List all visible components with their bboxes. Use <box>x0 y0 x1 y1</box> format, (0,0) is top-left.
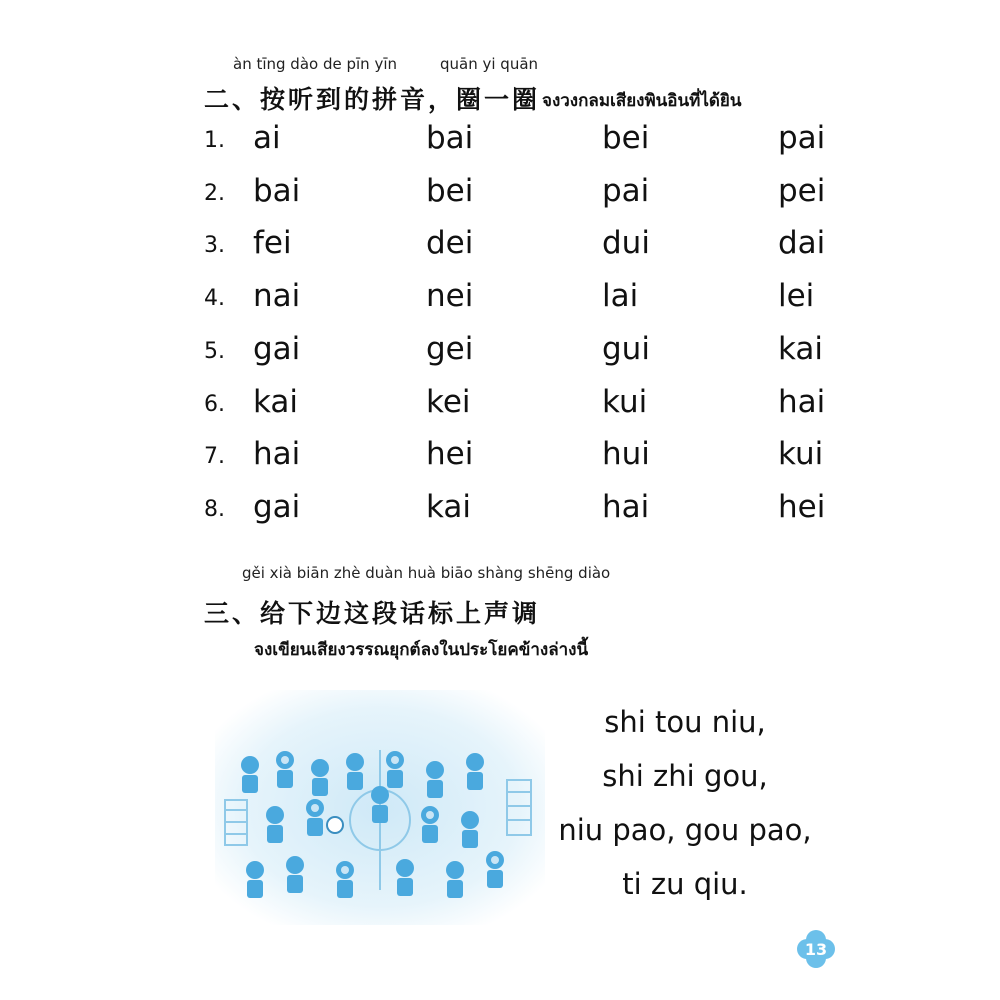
section2-title: 按听到的拼音，圈一圈 <box>260 85 541 114</box>
row-number: 7. <box>204 444 225 470</box>
pinyin-option[interactable]: fei <box>253 225 292 262</box>
row-number: 4. <box>204 286 225 312</box>
page-number-badge <box>796 929 836 969</box>
pinyin-option[interactable]: gui <box>602 330 650 367</box>
choice-row <box>204 173 844 225</box>
row-number: 3. <box>204 233 225 259</box>
pinyin-option[interactable]: dei <box>426 225 474 262</box>
rhyme-line: niu pao, gou pao, <box>558 813 812 847</box>
pinyin-option[interactable]: kui <box>778 436 824 473</box>
pinyin-option[interactable]: hei <box>426 436 474 473</box>
pinyin-option[interactable]: hai <box>602 488 650 525</box>
pinyin-option[interactable]: hei <box>778 488 826 525</box>
section2-heading <box>204 80 540 116</box>
choice-row <box>204 278 844 330</box>
row-number: 5. <box>204 338 225 364</box>
pinyin-option[interactable]: bei <box>426 172 474 209</box>
choice-row <box>204 436 844 488</box>
pinyin-option[interactable]: nai <box>253 278 301 315</box>
pinyin-option[interactable]: dai <box>778 225 826 262</box>
pinyin-option[interactable]: pei <box>778 172 826 209</box>
page-number: 13 <box>804 940 828 959</box>
rhyme-text <box>535 695 835 911</box>
row-number: 6. <box>204 391 225 417</box>
pinyin-option[interactable]: nei <box>426 278 474 315</box>
section3-thai-instruction: จงเขียนเสียงวรรณยุกต์ลงในประโยคข้างล่างนี้ <box>254 640 589 660</box>
pinyin-option[interactable]: bai <box>426 120 474 156</box>
soccer-animals-illustration <box>215 690 545 925</box>
choice-row <box>204 225 844 277</box>
pinyin-option[interactable]: gai <box>253 330 301 367</box>
pinyin-option[interactable]: pai <box>602 172 650 209</box>
choice-row <box>204 331 844 383</box>
pinyin-option[interactable]: hai <box>253 436 301 473</box>
pinyin-option[interactable]: kei <box>426 383 471 420</box>
pinyin-option[interactable]: kai <box>426 488 472 525</box>
pinyin-option[interactable]: hui <box>602 436 650 473</box>
pinyin-option[interactable]: kai <box>253 383 299 420</box>
rhyme-line: shi zhi gou, <box>602 759 768 793</box>
choice-row <box>204 489 844 541</box>
rhyme-line: ti zu qiu. <box>622 867 748 901</box>
section2-number: 二、 <box>204 85 261 114</box>
pinyin-option[interactable]: kai <box>778 330 824 367</box>
row-number: 2. <box>204 180 225 206</box>
section3-pinyin: gěi xià biān zhè duàn huà biāo shàng shēng diào <box>242 564 611 582</box>
section3-title: 给下边这段话标上声调 <box>260 599 541 628</box>
row-number: 1. <box>204 128 225 153</box>
choice-row <box>204 120 844 172</box>
rhyme-line: shi tou niu, <box>604 705 766 739</box>
section2-pinyin-right: quān yi quān <box>440 55 539 73</box>
choice-row <box>204 384 844 436</box>
section3-heading <box>204 594 540 630</box>
section2-thai-instruction: จงวงกลมเสียงพินอินที่ได้ยิน <box>542 91 742 111</box>
pinyin-option[interactable]: pai <box>778 120 826 156</box>
pinyin-option[interactable]: gai <box>253 488 301 525</box>
row-number: 8. <box>204 496 225 522</box>
pinyin-option[interactable]: lai <box>602 278 639 315</box>
pinyin-option[interactable]: bei <box>602 120 650 156</box>
pinyin-option[interactable]: dui <box>602 225 650 262</box>
pinyin-option[interactable]: hai <box>778 383 826 420</box>
pinyin-option[interactable]: lei <box>778 278 815 315</box>
pinyin-option[interactable]: kui <box>602 383 648 420</box>
pinyin-option[interactable]: bai <box>253 172 301 209</box>
section3-number: 三、 <box>204 599 261 628</box>
pinyin-option[interactable]: gei <box>426 330 474 367</box>
section2-pinyin-left: àn tīng dào de pīn yīn <box>233 55 398 73</box>
pinyin-option[interactable]: ai <box>253 120 281 156</box>
